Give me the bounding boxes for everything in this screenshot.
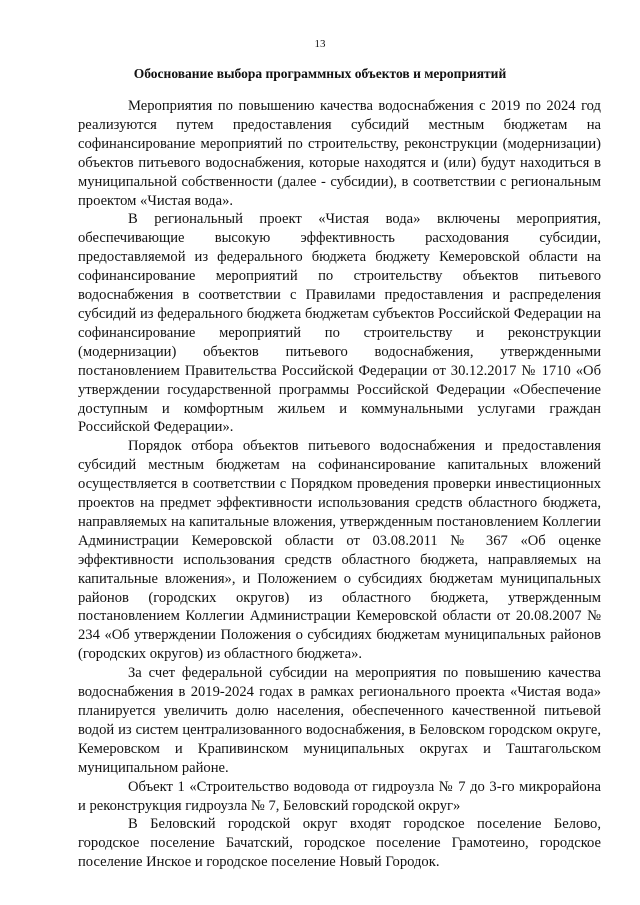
paragraph-selection-procedure: Порядок отбора объектов питьевого водоснабжения и предоставления субсидий местным бюджетам на софинансирование капитальных вложений осуществляется в соответствии с Порядком проведения проверки инвестиционных проектов на предмет эффективности использования средств областного бюджета, направляемых на капитальные вложения, утвержденным постановлением Коллегии Администрации Кемеровской области от 03.08.2011 № 367 «Об оценке эффективности использования средств областного бюджета, направляемых на капитальные вложения», и Положением о субсидиях бюджетам муниципальных районов (городских округов) из областного бюджета, утвержденным постановлением Коллегии Администрации Кемеровской области от 20.08.2007 № 234 «Об утверждении Положения о субсидиях бюджетам муниципальных районов (городских округов) из областного бюджета». bbox=[78, 438, 601, 663]
paragraph-regional-project: В региональный проект «Чистая вода» включены мероприятия, обеспечивающие высокую эффективность расходования субсидии, предоставляемой из федерального бюджета бюджету Кемеровской области на софинансирование мероприятий по строительству объектов питьевого водоснабжения в соответствии с Правилами предоставления и распределения субсидий из федерального бюджета бюджетам субъектов Российской Федерации на софинансирование мероприятий по строительству и реконструкции (модернизации) объектов питьевого водоснабжения, утвержденными постановлением Правительства Российской Федерации от 30.12.2017 № 1710 «Об утверждении государственной программы Российской Федерации «Обеспечение доступным и комфортным жильем и коммунальными услугами граждан Российской Федерации». bbox=[78, 211, 601, 436]
section-heading: Обоснование выбора программных объектов и мероприятий bbox=[133, 66, 507, 81]
page-number: 13 bbox=[314, 38, 326, 50]
paragraph-federal-subsidy: За счет федеральной субсидии на мероприятия по повышению качества водоснабжения в 2019-2024 годах в рамках регионального проекта «Чистая вода» планируется увеличить долю населения, обеспеченного качественной питьевой водой из систем централизованного водоснабжения, в Беловском городском округе, Кемеровском и Крапивинском муниципальных округах и Таштагольском муниципальном районе. bbox=[78, 665, 601, 776]
paragraph-object-1: Объект 1 «Строительство водовода от гидроузла № 7 до 3-го микрорайона и реконструкция гидроузла № 7, Беловский городской округ» bbox=[78, 778, 601, 814]
body-text bbox=[78, 97, 601, 872]
paragraph-water-supply-subsidies: Мероприятия по повышению качества водоснабжения с 2019 по 2024 год реализуются путем предоставления субсидий местным бюджетам на софинансирование мероприятий по строительству, реконструкции (модернизации) объектов питьевого водоснабжения, которые находятся и (или) будут находиться в муниципальной собственности (далее - субсидии), в соответствии с региональным проектом «Чистая вода». bbox=[78, 98, 601, 209]
paragraph-belovsky-district: В Беловский городской округ входят городское поселение Белово, городское поселение Бачатский, городское поселение Грамотеино, городское поселение Инское и городское поселение Новый Городок. bbox=[78, 816, 601, 871]
